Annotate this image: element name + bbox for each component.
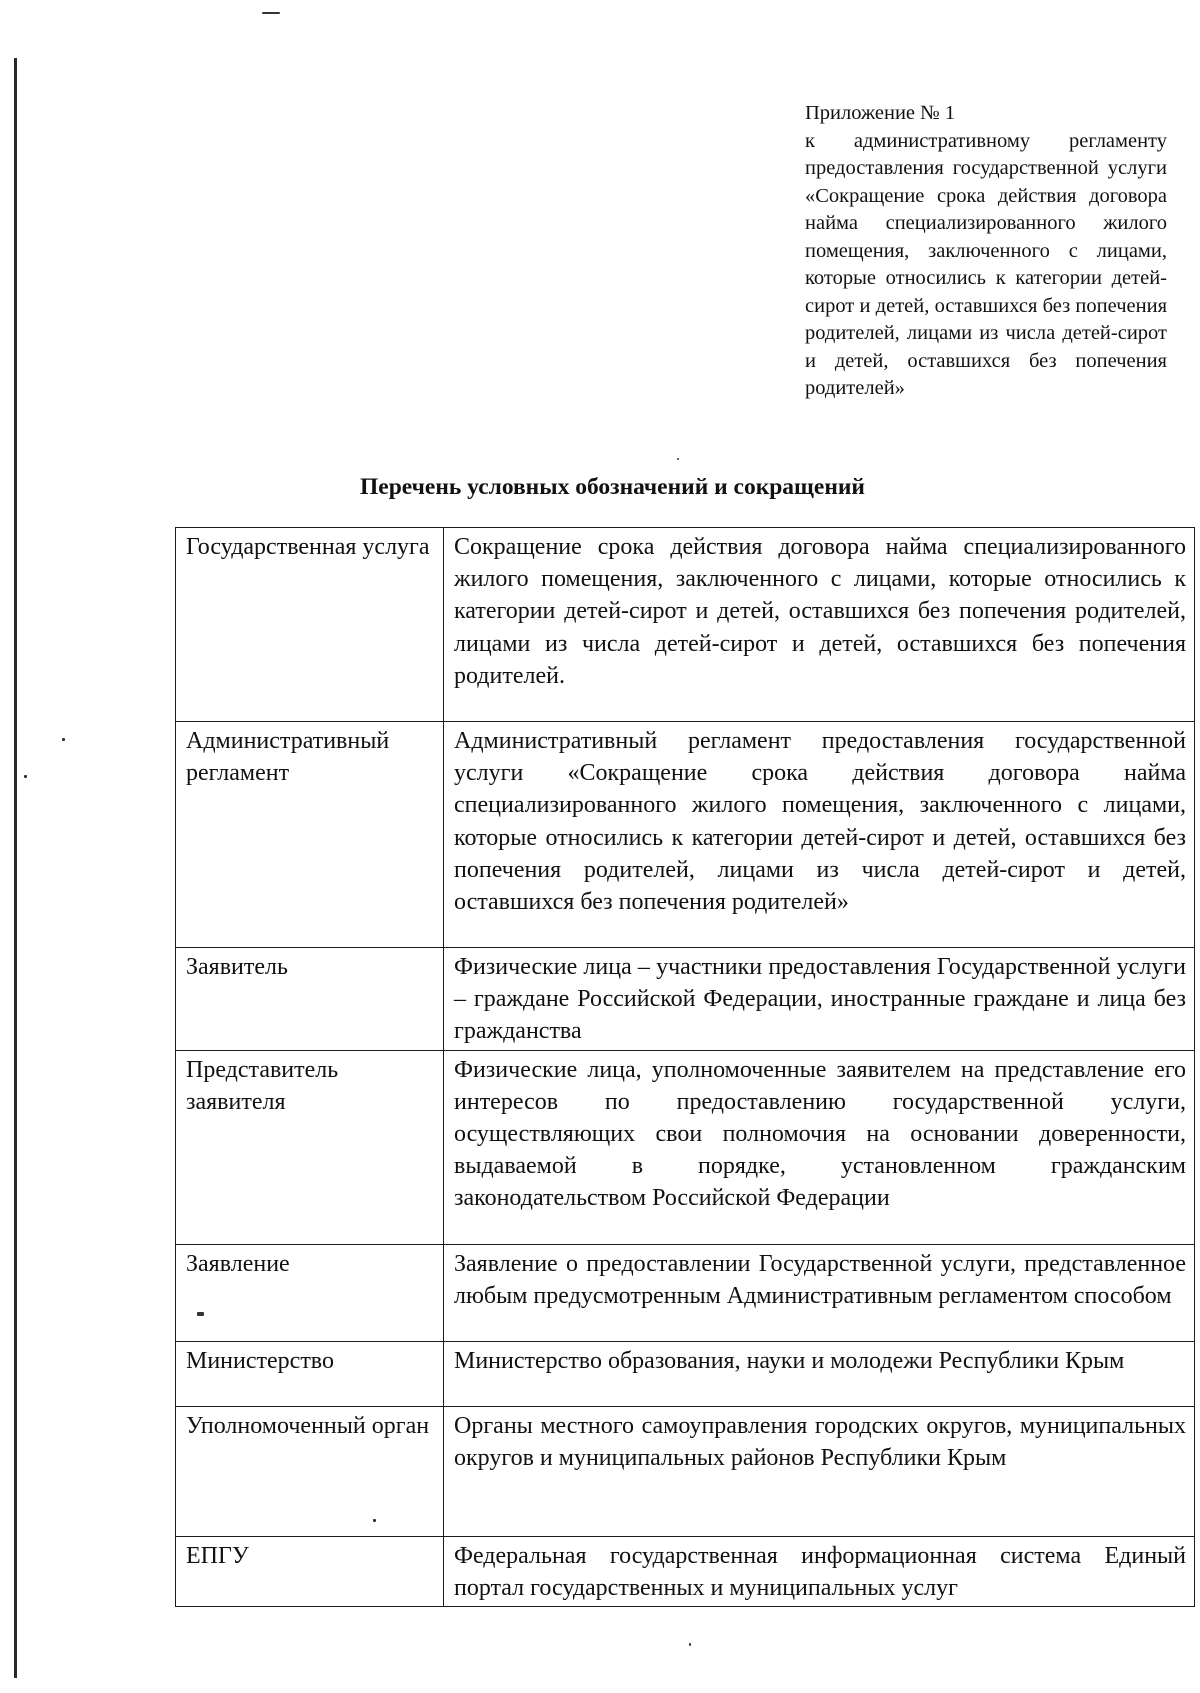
term-cell: ЕПГУ	[176, 1536, 444, 1606]
table-row	[176, 1244, 1195, 1341]
definition-cell: Органы местного самоуправления городских округов, муниципальных округов и муниципальных районов Республики Крым	[444, 1406, 1195, 1536]
term-cell: Представитель заявителя	[176, 1050, 444, 1244]
appendix-number: Приложение № 1	[805, 102, 956, 124]
table-row	[176, 948, 1195, 1051]
scan-left-margin-line	[14, 58, 17, 1678]
definition-cell: Сокращение срока действия договора найма специализированного жилого помещения, заключенного с лицами, которые относились к категории детей-сирот и детей, оставшихся без попечения родителей, лицами из числа детей-сирот и детей, оставшихся без попечения родителей.	[444, 528, 1195, 722]
scan-artifact-bottom	[689, 1643, 691, 1646]
document-title: Перечень условных обозначений и сокращений	[360, 474, 865, 500]
term-cell: Государственная услуга	[176, 528, 444, 722]
scan-artifact-top	[262, 12, 280, 14]
term-cell: Административный регламент	[176, 722, 444, 948]
scan-artifact-left-lower	[24, 775, 27, 778]
table-row	[176, 1406, 1195, 1536]
term-cell: Заявление	[176, 1244, 444, 1341]
term-cell: Министерство	[176, 1341, 444, 1406]
scan-artifact-left	[62, 738, 65, 741]
definition-cell: Министерство образования, науки и молодежи Республики Крым	[444, 1341, 1195, 1406]
table-row	[176, 1050, 1195, 1244]
definition-cell: Заявление о предоставлении Государственной услуги, представленное любым предусмотренным Административным регламентом способом	[444, 1244, 1195, 1341]
table-row	[176, 722, 1195, 948]
abbreviations-table	[175, 527, 1195, 1607]
table-row	[176, 528, 1195, 722]
term-cell: Заявитель	[176, 948, 444, 1051]
definition-cell: Физические лица – участники предоставления Государственной услуги – граждане Российской Федерации, иностранные граждане и лица без гражданства	[444, 948, 1195, 1051]
definition-cell: Административный регламент предоставления государственной услуги «Сокращение срока действия договора найма специализированного жилого помещения, заключенного с лицами, которые относились к категории детей-сирот и детей, оставшихся без попечения родителей, лицами из числа детей-сирот и детей, оставшихся без попечения родителей»	[444, 722, 1195, 948]
definition-cell: Физические лица, уполномоченные заявителем на представление его интересов по предоставлению государственной услуги, осуществляющих свои полномочия на основании доверенности, выдаваемой в порядке, установленном гражданским законодательством Российской Федерации	[444, 1050, 1195, 1244]
scan-artifact-mid	[677, 458, 679, 460]
table-row	[176, 1341, 1195, 1406]
appendix-text: к административному регламенту предоставления государственной услуги «Сокращение срока действия договора найма специализированного жилого помещения, заключенного с лицами, которые относились к категории детей-сирот и детей, оставшихся без попечения родителей, лицами из числа детей-сирот и детей, оставшихся без попечения родителей»	[805, 129, 1167, 399]
appendix-header	[805, 100, 1167, 403]
table-row	[176, 1536, 1195, 1606]
term-cell: Уполномоченный орган	[176, 1406, 444, 1536]
definition-cell: Федеральная государственная информационная система Единый портал государственных и муниципальных услуг	[444, 1536, 1195, 1606]
